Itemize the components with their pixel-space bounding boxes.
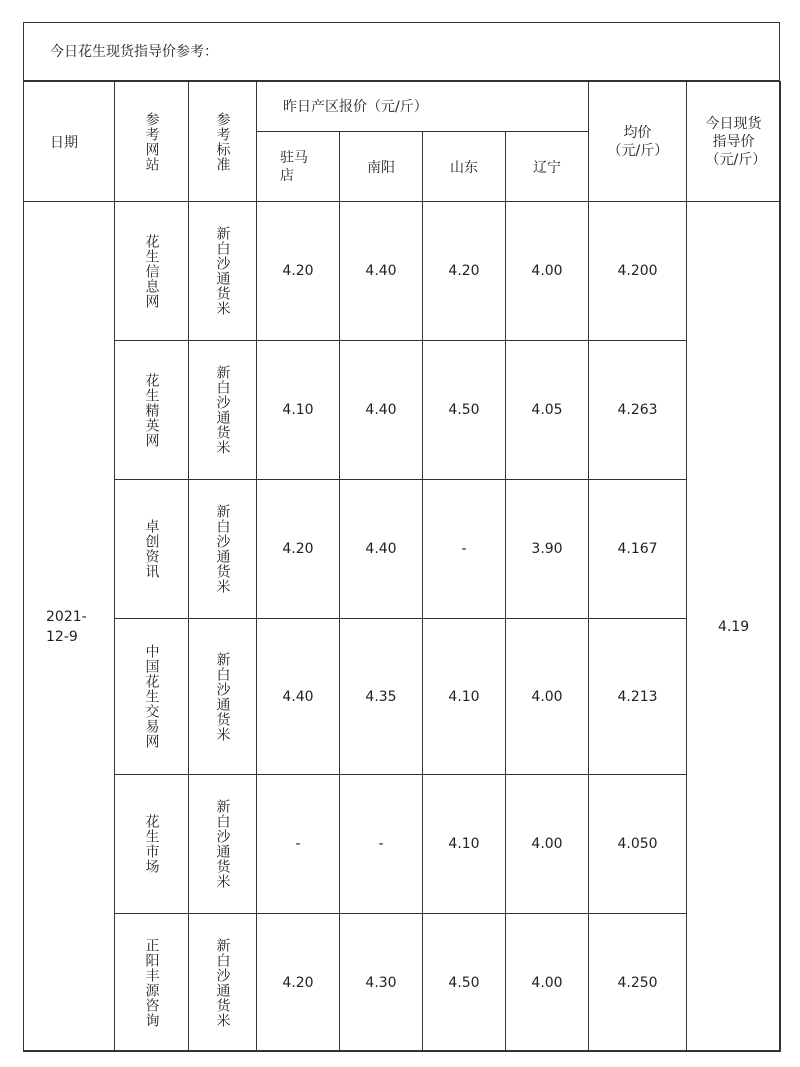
site-cell: 花生信息网 xyxy=(115,202,189,341)
standard-cell: 新白沙通货米 xyxy=(189,914,257,1052)
table-title: 今日花生现货指导价参考： xyxy=(24,23,779,81)
standard-cell: 新白沙通货米 xyxy=(189,775,257,914)
price-cell: 4.00 xyxy=(506,914,589,1052)
price-cell: 4.10 xyxy=(423,775,506,914)
price-cell: 4.20 xyxy=(257,914,340,1052)
header-guide: 今日现货指导价（元/斤） xyxy=(687,82,781,202)
standard-cell: 新白沙通货米 xyxy=(189,480,257,619)
table-row xyxy=(24,202,781,341)
price-cell: 4.00 xyxy=(506,619,589,775)
avg-cell: 4.250 xyxy=(589,914,687,1052)
price-cell: 4.40 xyxy=(257,619,340,775)
price-cell: 4.20 xyxy=(257,202,340,341)
site-cell: 中国花生交易网 xyxy=(115,619,189,775)
price-cell: 4.50 xyxy=(423,914,506,1052)
avg-cell: 4.200 xyxy=(589,202,687,341)
header-region-zhumadian: 驻马店 xyxy=(257,132,340,202)
price-cell: 4.20 xyxy=(257,480,340,619)
header-site: 参考网站 xyxy=(115,82,189,202)
table-row xyxy=(24,914,781,1052)
avg-cell: 4.050 xyxy=(589,775,687,914)
header-standard: 参考标准 xyxy=(189,82,257,202)
table-row xyxy=(24,619,781,775)
price-cell: 4.40 xyxy=(340,341,423,480)
avg-cell: 4.213 xyxy=(589,619,687,775)
price-cell: 4.50 xyxy=(423,341,506,480)
price-cell: 4.05 xyxy=(506,341,589,480)
table-row xyxy=(24,480,781,619)
price-table-frame xyxy=(23,22,780,1051)
price-cell: - xyxy=(340,775,423,914)
price-cell: 4.35 xyxy=(340,619,423,775)
standard-cell: 新白沙通货米 xyxy=(189,202,257,341)
header-avg: 均价（元/斤） xyxy=(589,82,687,202)
price-cell: 4.10 xyxy=(257,341,340,480)
price-cell: 4.20 xyxy=(423,202,506,341)
price-cell: 4.30 xyxy=(340,914,423,1052)
header-region-liaoning: 辽宁 xyxy=(506,132,589,202)
standard-cell: 新白沙通货米 xyxy=(189,341,257,480)
site-cell: 花生市场 xyxy=(115,775,189,914)
site-cell: 花生精英网 xyxy=(115,341,189,480)
price-cell: 4.40 xyxy=(340,202,423,341)
avg-cell: 4.263 xyxy=(589,341,687,480)
price-cell: - xyxy=(257,775,340,914)
site-cell: 卓创资讯 xyxy=(115,480,189,619)
price-table xyxy=(23,81,781,1052)
site-cell: 正阳丰源咨询 xyxy=(115,914,189,1052)
price-cell: 4.00 xyxy=(506,775,589,914)
price-cell: - xyxy=(423,480,506,619)
price-cell: 4.40 xyxy=(340,480,423,619)
header-region-shandong: 山东 xyxy=(423,132,506,202)
date-cell: 2021-12-9 xyxy=(24,202,115,1052)
header-date: 日期 xyxy=(24,82,115,202)
table-row xyxy=(24,341,781,480)
price-cell: 4.00 xyxy=(506,202,589,341)
standard-cell: 新白沙通货米 xyxy=(189,619,257,775)
price-cell: 4.10 xyxy=(423,619,506,775)
header-region-group: 昨日产区报价（元/斤） xyxy=(257,82,589,132)
guide-price-cell: 4.19 xyxy=(687,202,781,1052)
table-row xyxy=(24,775,781,914)
avg-cell: 4.167 xyxy=(589,480,687,619)
price-cell: 3.90 xyxy=(506,480,589,619)
header-region-nanyang: 南阳 xyxy=(340,132,423,202)
